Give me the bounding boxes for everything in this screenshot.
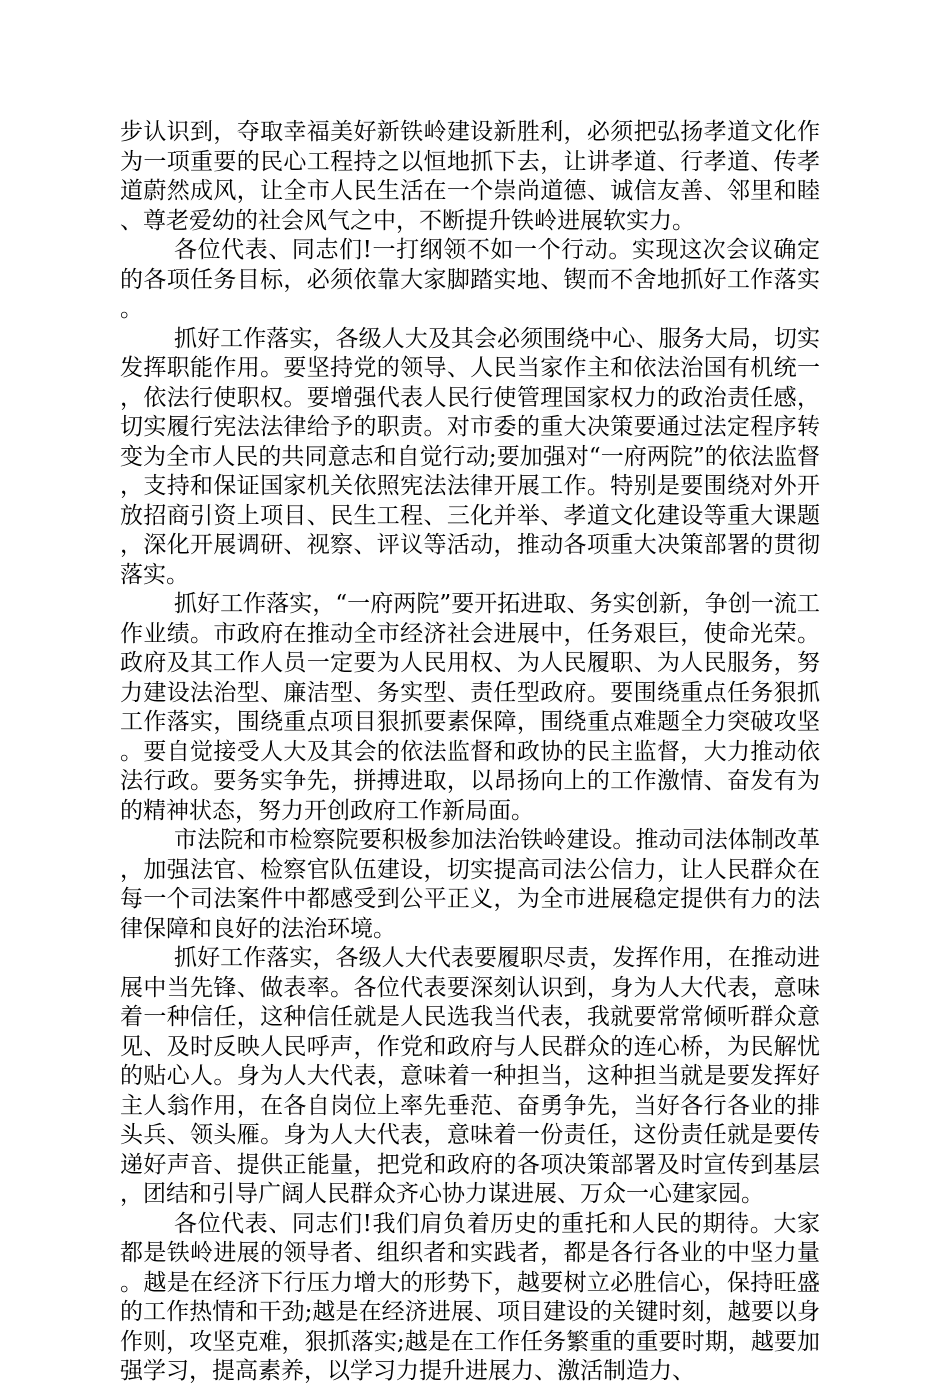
document-body bbox=[120, 118, 820, 1387]
paragraph-5: 市法院和市检察院要积极参加法治铁岭建设。推动司法体制改革，加强法官、检察官队伍建设，切实提高司法公信力，让人民群众在每一个司法案件中都感受到公平正义，为全市进展稳定提供有力的法律保障和良好的法治环境。 bbox=[120, 827, 820, 942]
paragraph-4: 抓好工作落实，“一府两院”要开拓进取、务实创新，争创一流工作业绩。市政府在推动全市经济社会进展中，任务艰巨，使命光荣。政府及其工作人员一定要为人民用权、为人民履职、为人民服务，努力建设法治型、廉洁型、务实型、责任型政府。要围绕重点任务狠抓工作落实，围绕重点项目狠抓要素保障，围绕重点难题全力突破攻坚。要自觉接受人大及其会的依法监督和政协的民主监督，大力推动依法行政。要务实争先，拼搏进取，以昂扬向上的工作激情、奋发有为的精神状态，努力开创政府工作新局面。 bbox=[120, 591, 820, 824]
paragraph-1: 步认识到，夺取幸福美好新铁岭建设新胜利，必须把弘扬孝道文化作为一项重要的民心工程持之以恒地抓下去，让讲孝道、行孝道、传孝道蔚然成风，让全市人民生活在一个崇尚道德、诚信友善、邻里和睦、尊老爱幼的社会风气之中，不断提升铁岭进展软实力。 bbox=[120, 119, 820, 234]
paragraph-2: 各位代表、同志们!一打纲领不如一个行动。实现这次会议确定的各项任务目标，必须依靠大家脚踏实地、锲而不舍地抓好工作落实。 bbox=[120, 237, 820, 322]
paragraph-3: 抓好工作落实，各级人大及其会必须围绕中心、服务大局，切实发挥职能作用。要坚持党的领导、人民当家作主和依法治国有机统一，依法行使职权。要增强代表人民行使管理国家权力的政治责任感，切实履行宪法法律给予的职责。对市委的重大决策要通过法定程序转变为全市人民的共同意志和自觉行动;要加强对“一府两院”的依法监督，支持和保证国家机关依照宪法法律开展工作。特别是要围绕对外开放招商引资上项目、民生工程、三化并举、孝道文化建设等重大课题，深化开展调研、视察、评议等活动，推动各项重大决策部署的贯彻落实。 bbox=[120, 325, 820, 588]
paragraph-6: 抓好工作落实，各级人大代表要履职尽责，发挥作用，在推动进展中当先锋、做表率。各位代表要深刻认识到，身为人大代表，意味着一种信任，这种信任就是人民选我当代表，我就要常常倾听群众意见、及时反映人民呼声，作党和政府与人民群众的连心桥，为民解忧的贴心人。身为人大代表，意味着一种担当，这种担当就是要发挥好主人翁作用，在各自岗位上率先垂范、奋勇争先，当好各行各业的排头兵、领头雁。身为人大代表，意味着一份责任，这份责任就是要传递好声音、提供正能量，把党和政府的各项决策部署及时宣传到基层，团结和引导广阔人民群众齐心协力谋进展、万众一心建家园。 bbox=[120, 945, 820, 1207]
paragraph-7: 各位代表、同志们!我们肩负着历史的重托和人民的期待。大家都是铁岭进展的领导者、组织者和实践者，都是各行各业的中坚力量。越是在经济下行压力增大的形势下，越要树立必胜信心，保持旺盛的工作热情和干劲;越是在经济进展、项目建设的关键时刻，越要以身作则，攻坚克难，狠抓落实;越是在工作任务繁重的重要时期，越要加强学习，提高素养，以学习力提升进展力、激活制造力、 bbox=[120, 1210, 820, 1384]
